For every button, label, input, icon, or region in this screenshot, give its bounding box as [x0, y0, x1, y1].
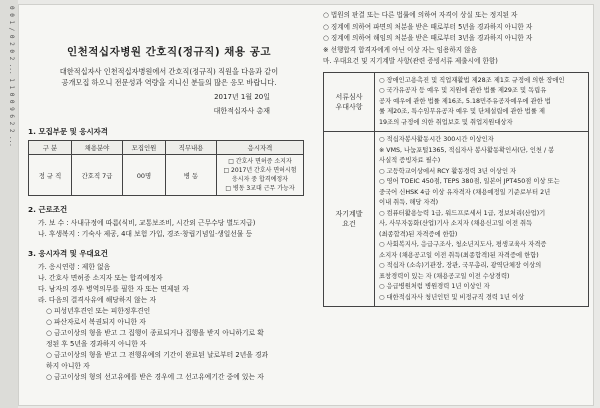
condition-line: 나. 후생복지 : 기숙사 제공, 4대 보험 가입, 경조·창립기념일·생일선물 등: [38, 230, 253, 238]
right-column: [323, 10, 589, 307]
item-text: 금고이상의 형을 받고 그 집행이 종료되거나 집행을 받지 아니하기로 확: [53, 329, 264, 337]
development-line: 이내 취득, 해당 자격): [379, 199, 439, 206]
table-cell: 간호직 7급: [72, 155, 123, 196]
disqualification-item: [28, 372, 310, 383]
circle-bullet-icon: ○: [46, 318, 52, 326]
development-line: ○ 적십자 (소속)기관장, 장관, 국무총리, 광역단체장 이상의: [379, 262, 542, 269]
table-cell: 병 동: [166, 155, 217, 196]
row-header: [324, 132, 375, 307]
development-line: 표창경력이 있는 자 (채용공고일 이전 수상경력): [379, 272, 510, 280]
qualification-line: □ 병동 3교대 근무 가능자: [225, 185, 295, 192]
page-title: 인천적십자병원 간호직(정규직) 채용 공고: [67, 46, 271, 58]
development-line: ○ 적십자봉사활동시간 300시간 이상인자: [379, 136, 494, 143]
development-line: ※ VMS, 나눔포털1365, 적십자사 봉사활동확인서(단, 인천 / 봉: [379, 146, 555, 154]
announcement-date: 2017년 1월 20일: [214, 93, 270, 101]
development-line: 사실적 증빙자료 필수): [379, 157, 441, 164]
table-row: [29, 155, 304, 196]
row-content: [375, 72, 589, 132]
continued-disqualifications: [323, 10, 589, 68]
disqualification-item: [28, 350, 310, 361]
preference-line: ○ 국가유공자 등 예우 및 지원에 관한 법률 제29조 및 독립유: [379, 87, 547, 94]
section-heading: 2. 근로조건: [28, 205, 68, 214]
development-line: ○ 응급병원처럼 병원경력 1년 이상인 자: [379, 283, 490, 290]
development-line: (최종합격)된 자격증에 한함): [379, 230, 458, 238]
bullet-line: ○ 법원의 판결 또는 다른 법률에 의하여 자격이 상실 또는 정지된 자: [323, 11, 518, 19]
circle-bullet-icon: ○: [46, 351, 52, 359]
development-line: ○ 컴퓨터활용능력 1급, 워드프로세서 1급, 정보처리(산업)기: [379, 209, 546, 217]
requirement-line: 나. 간호사 면허증 소지자 또는 합격예정자: [38, 274, 163, 282]
condition-line: 가. 보 수 : 사내규정에 따름(식비, 교통보조비, 시간외 근무수당 별도지급): [38, 219, 256, 227]
document-page: [18, 4, 594, 406]
row-header-text: 서류심사 우대사항: [335, 92, 363, 111]
qualification-line: □ 2017년 간호사 면허시험: [223, 167, 297, 174]
development-line: ○ 대한적십자사 청년인턴 및 비정규직 경력 1년 이상: [379, 293, 525, 301]
intro-line: 공개모집 하오니 전문성과 역량을 지니신 분들의 많은 응모 바랍니다.: [61, 77, 277, 87]
qualification-line: □ 간호사 면허증 소지자: [228, 158, 292, 165]
table-cell: 정 규 직: [29, 155, 72, 196]
development-line: ○ 영어 TOEIC 450점, TEPS 380점, 일본어 JPT450점 이상 또는: [379, 178, 560, 185]
preference-line: ○ 장애인고용촉진 및 직업재활법 제28조 제1호 규정에 의한 장애인: [379, 76, 565, 84]
table-row: [324, 72, 589, 132]
development-line: ○ 고등학교이상에서 RCY 활동경력 3년 이상인 자: [379, 167, 517, 175]
development-line: 사, 사무자동화(산업)기사 소지자 (채용신고일 이전 취득: [379, 220, 533, 227]
header-cell: 직무내용: [166, 141, 217, 155]
subsection-heading: 마. 우대요건 및 지기계발 사항(관련 증빙서류 제출시에 한함): [323, 57, 498, 65]
row-content: [375, 132, 589, 307]
table-cell: 00명: [123, 155, 166, 196]
item-text: 금고이상의 형을 받고 그 전행유예의 기간이 완료된 날로부터 2년을 경과: [53, 351, 269, 359]
preference-line: 19조의 규정에 의한 취업보호 및 취업지원대상자: [379, 118, 513, 126]
scan-edge-code: 0 0 1 / 0 2 0 2 ... 1 1 0 0 9 6 2 2 ...: [8, 6, 15, 147]
disqualification-item-cont: 정된 후 5년을 경과하지 아니한 자: [46, 340, 147, 348]
header-cell: 구 분: [29, 141, 72, 155]
table-header-row: [29, 141, 304, 155]
circle-bullet-icon: ○: [46, 307, 52, 315]
recruitment-table: [28, 140, 304, 196]
development-line: ○ 사회복지사, 응급구조사, 청소년지도사, 평생교육사 자격증: [379, 241, 547, 248]
preference-table: [323, 72, 589, 308]
bullet-line: ○ 징계에 의하여 해임의 처분을 받은 때로부터 3년을 경과하지 아니한 자: [323, 34, 533, 42]
requirement-line: 가. 응시연령 : 제한 없음: [38, 263, 111, 271]
qualification-cell: [217, 155, 304, 196]
left-column: [28, 10, 310, 383]
requirement-line: 다. 남자의 경우 병역의무를 필한 자 또는 면제된 자: [38, 285, 189, 293]
disqualification-item: [28, 306, 310, 317]
item-text: 금고이상의 형의 선고유예를 받은 경우에 그 선고유예기간 중에 있는 자: [53, 373, 264, 381]
row-header-text: 자기계발 요건: [335, 210, 363, 228]
table-row: [324, 132, 589, 307]
note-line: ※ 선행합격 합격자에게 아닌 이상 자는 임용하지 않음: [323, 45, 477, 54]
intro-line: 대한적십자사 인천적십자병원에서 간호직(정규직) 직원을 다음과 같이: [59, 67, 279, 76]
circle-bullet-icon: ○: [46, 373, 52, 381]
qualification-line: 응시자 중 합격예정자: [232, 176, 288, 183]
header-cell: 응시자격: [217, 141, 304, 155]
section-heading: 3. 응시자격 및 우대요건: [28, 249, 108, 258]
preference-line: 률 제20조, 특수임무유공자 예우 및 단체설립에 관한 법률 제: [379, 108, 545, 115]
issuer: 대한적십자사 총재: [213, 107, 270, 115]
preference-line: 공자 예우에 관한 법률 제16조, 5.18민주유공자예우에 관한 법: [379, 97, 551, 105]
header-cell: 모집인원: [123, 141, 166, 155]
development-line: 소지자 (채용공고일 이전 취득(최종합격)된 자격증에 한함): [379, 251, 539, 259]
intro-paragraph: [38, 67, 300, 88]
header-cell: 채용분야: [72, 141, 123, 155]
bullet-line: ○ 징계에 의하여 파면의 처분을 받은 때로부터 5년을 경과하지 아니한 자: [323, 22, 533, 31]
item-text: 파산자로서 복권되지 아니한 자: [53, 318, 146, 326]
disqualification-item: [28, 317, 310, 328]
item-text: 피성년후견인 또는 피한정후견인: [53, 307, 151, 315]
development-line: 중국어 신HSK 4급 이상 유자격자 (채용예정일 기준로부터 2년: [379, 188, 551, 196]
circle-bullet-icon: ○: [46, 329, 52, 337]
disqualification-item: [28, 328, 310, 339]
disqualification-item-cont: 하지 아니한 자: [46, 362, 90, 370]
requirement-line: 라. 다음의 결격사유에 해당하지 않는 자: [38, 296, 157, 304]
row-header: [324, 72, 375, 132]
scan-edge: [0, 0, 18, 408]
section-heading: 1. 모집부문 및 응시자격: [28, 127, 108, 136]
